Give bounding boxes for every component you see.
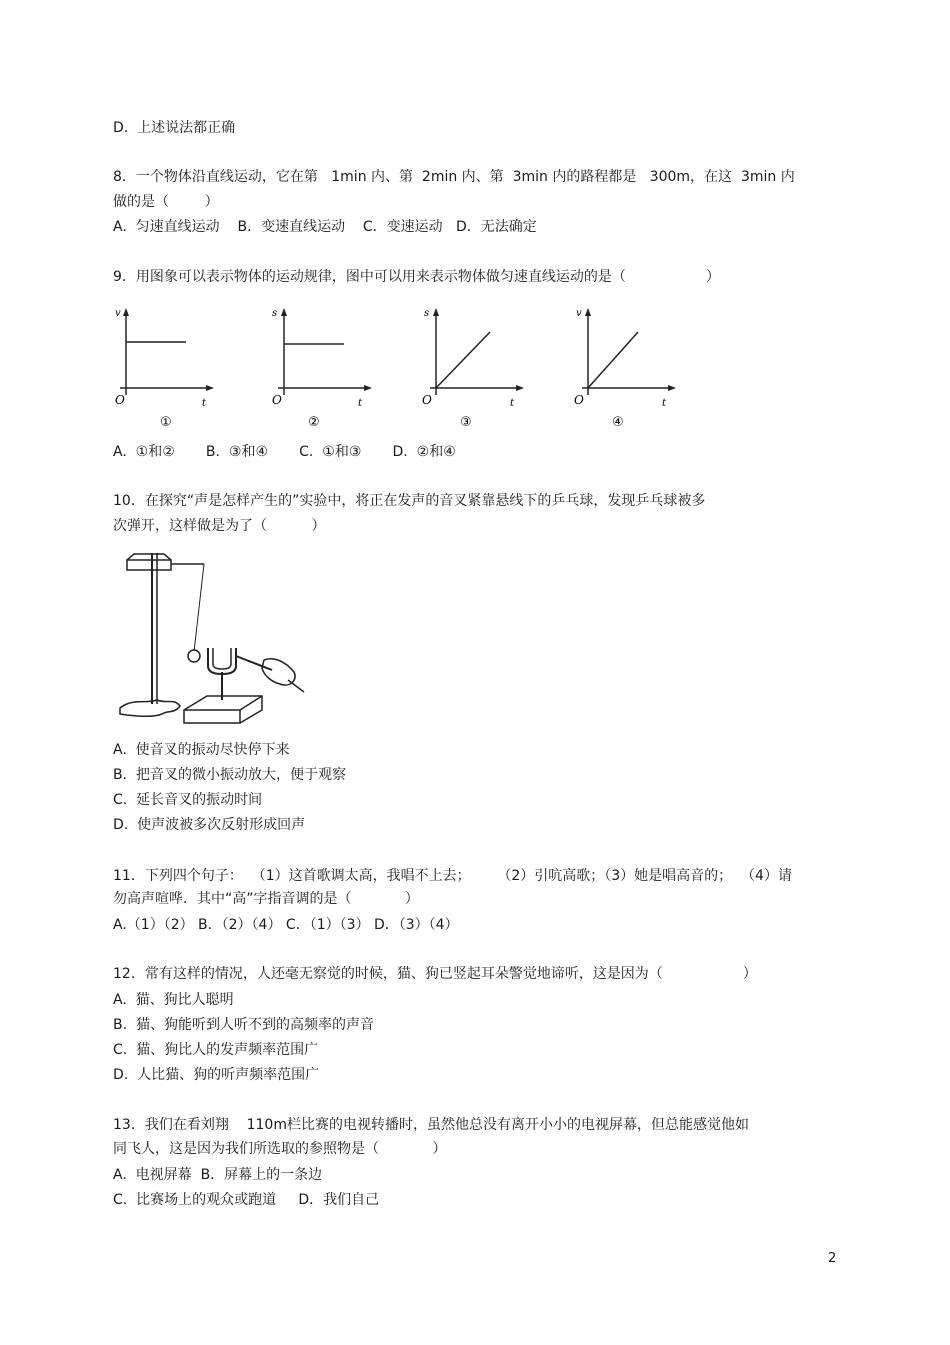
graph-4 bbox=[572, 300, 692, 435]
q12-option-c: C. 猫、狗比人的发声频率范围广 bbox=[113, 1042, 319, 1058]
graph-2-number: ② bbox=[308, 415, 320, 430]
q12-option-d: D. 人比猫、狗的听声频率范围广 bbox=[113, 1067, 320, 1083]
q10-option-c: C. 延长音叉的振动时间 bbox=[113, 792, 263, 808]
graph-3 bbox=[420, 300, 540, 435]
graph-1-ylabel: v bbox=[115, 308, 121, 319]
graph-4-xlabel: t bbox=[662, 398, 667, 409]
q13-stem-line1: 13．我们在看刘翔 110m栏比赛的电视转播时，虽然他总没有离开小小的电视屏幕，但总能感觉他如 bbox=[113, 1117, 749, 1133]
graph-2 bbox=[268, 300, 388, 435]
graph-4-number: ④ bbox=[612, 415, 624, 430]
q10-option-b: B. 把音叉的微小振动放大，便于观察 bbox=[113, 767, 346, 783]
graph-3-origin: O bbox=[422, 393, 432, 407]
q10-stem-line2: 次弹开，这样做是为了（ ） bbox=[113, 518, 326, 534]
graph-3-number: ③ bbox=[460, 415, 472, 430]
q8-stem-line1: 8．一个物体沿直线运动，它在第 1min 内、第 2min 内、第 3min 内的路程都是 300m，在这 3min 内 bbox=[113, 169, 795, 185]
graph-1-number: ① bbox=[160, 415, 172, 430]
q12-stem: 12．常有这样的情况，人还毫无察觉的时候，猫、狗已竖起耳朵警觉地谛听，这是因为（ ） bbox=[113, 966, 757, 982]
q13-options-cd: C. 比赛场上的观众或跑道 D．我们自己 bbox=[113, 1192, 380, 1208]
graph-4-origin: O bbox=[574, 393, 584, 407]
q11-stem-line1: 11．下列四个句子： （1）这首歌调太高，我唱不上去； （2）引吭高歌；（3）她是唱高音的； （4）请 bbox=[113, 868, 792, 884]
graph-2-ylabel: s bbox=[272, 308, 278, 319]
graph-2-xlabel: t bbox=[358, 398, 363, 409]
graph-1 bbox=[110, 300, 230, 435]
q9-options: A. ①和② B. ③和④ C. ①和③ D. ②和④ bbox=[113, 444, 456, 460]
q9-stem: 9．用图象可以表示物体的运动规律，图中可以用来表示物体做匀速直线运动的是（ ） bbox=[113, 269, 721, 285]
graph-4-ylabel: v bbox=[576, 308, 582, 319]
q12-option-b: B. 猫、狗能听到人听不到的高频率的声音 bbox=[113, 1017, 374, 1033]
q13-options-ab: A. 电视屏幕 B．屏幕上的一条边 bbox=[113, 1167, 323, 1183]
q10-option-d: D. 使声波被多次反射形成回声 bbox=[113, 817, 306, 833]
q11-stem-line2: 勿高声喧哗．其中“高”字指音调的是（ ） bbox=[113, 891, 419, 907]
graph-1-origin: O bbox=[115, 393, 125, 407]
graph-3-xlabel: t bbox=[510, 398, 515, 409]
tuning-fork-apparatus-figure bbox=[112, 548, 312, 728]
graph-2-origin: O bbox=[272, 393, 282, 407]
q12-option-a: A. 猫、狗比人聪明 bbox=[113, 992, 234, 1008]
q10-option-a: A. 使音叉的振动尽快停下来 bbox=[113, 742, 290, 758]
q8-options: A. 匀速直线运动 B．变速直线运动 C．变速运动 D．无法确定 bbox=[113, 219, 537, 235]
q7-option-d: D. 上述说法都正确 bbox=[113, 120, 236, 136]
q13-stem-line2: 同飞人，这是因为我们所选取的参照物是（ ） bbox=[113, 1141, 447, 1157]
q10-stem-line1: 10．在探究“声是怎样产生的”实验中，将正在发声的音叉紧靠悬线下的乒乓球，发现乒乓球被多 bbox=[113, 493, 706, 509]
q11-options: A.（1）（2） B．（2）（4） C．（1）（3） D．（3）（4） bbox=[113, 917, 459, 933]
graph-3-ylabel: s bbox=[424, 308, 430, 319]
q8-stem-line2: 做的是（ ） bbox=[113, 194, 219, 210]
page-number: 2 bbox=[828, 1251, 837, 1266]
graph-1-xlabel: t bbox=[202, 398, 207, 409]
